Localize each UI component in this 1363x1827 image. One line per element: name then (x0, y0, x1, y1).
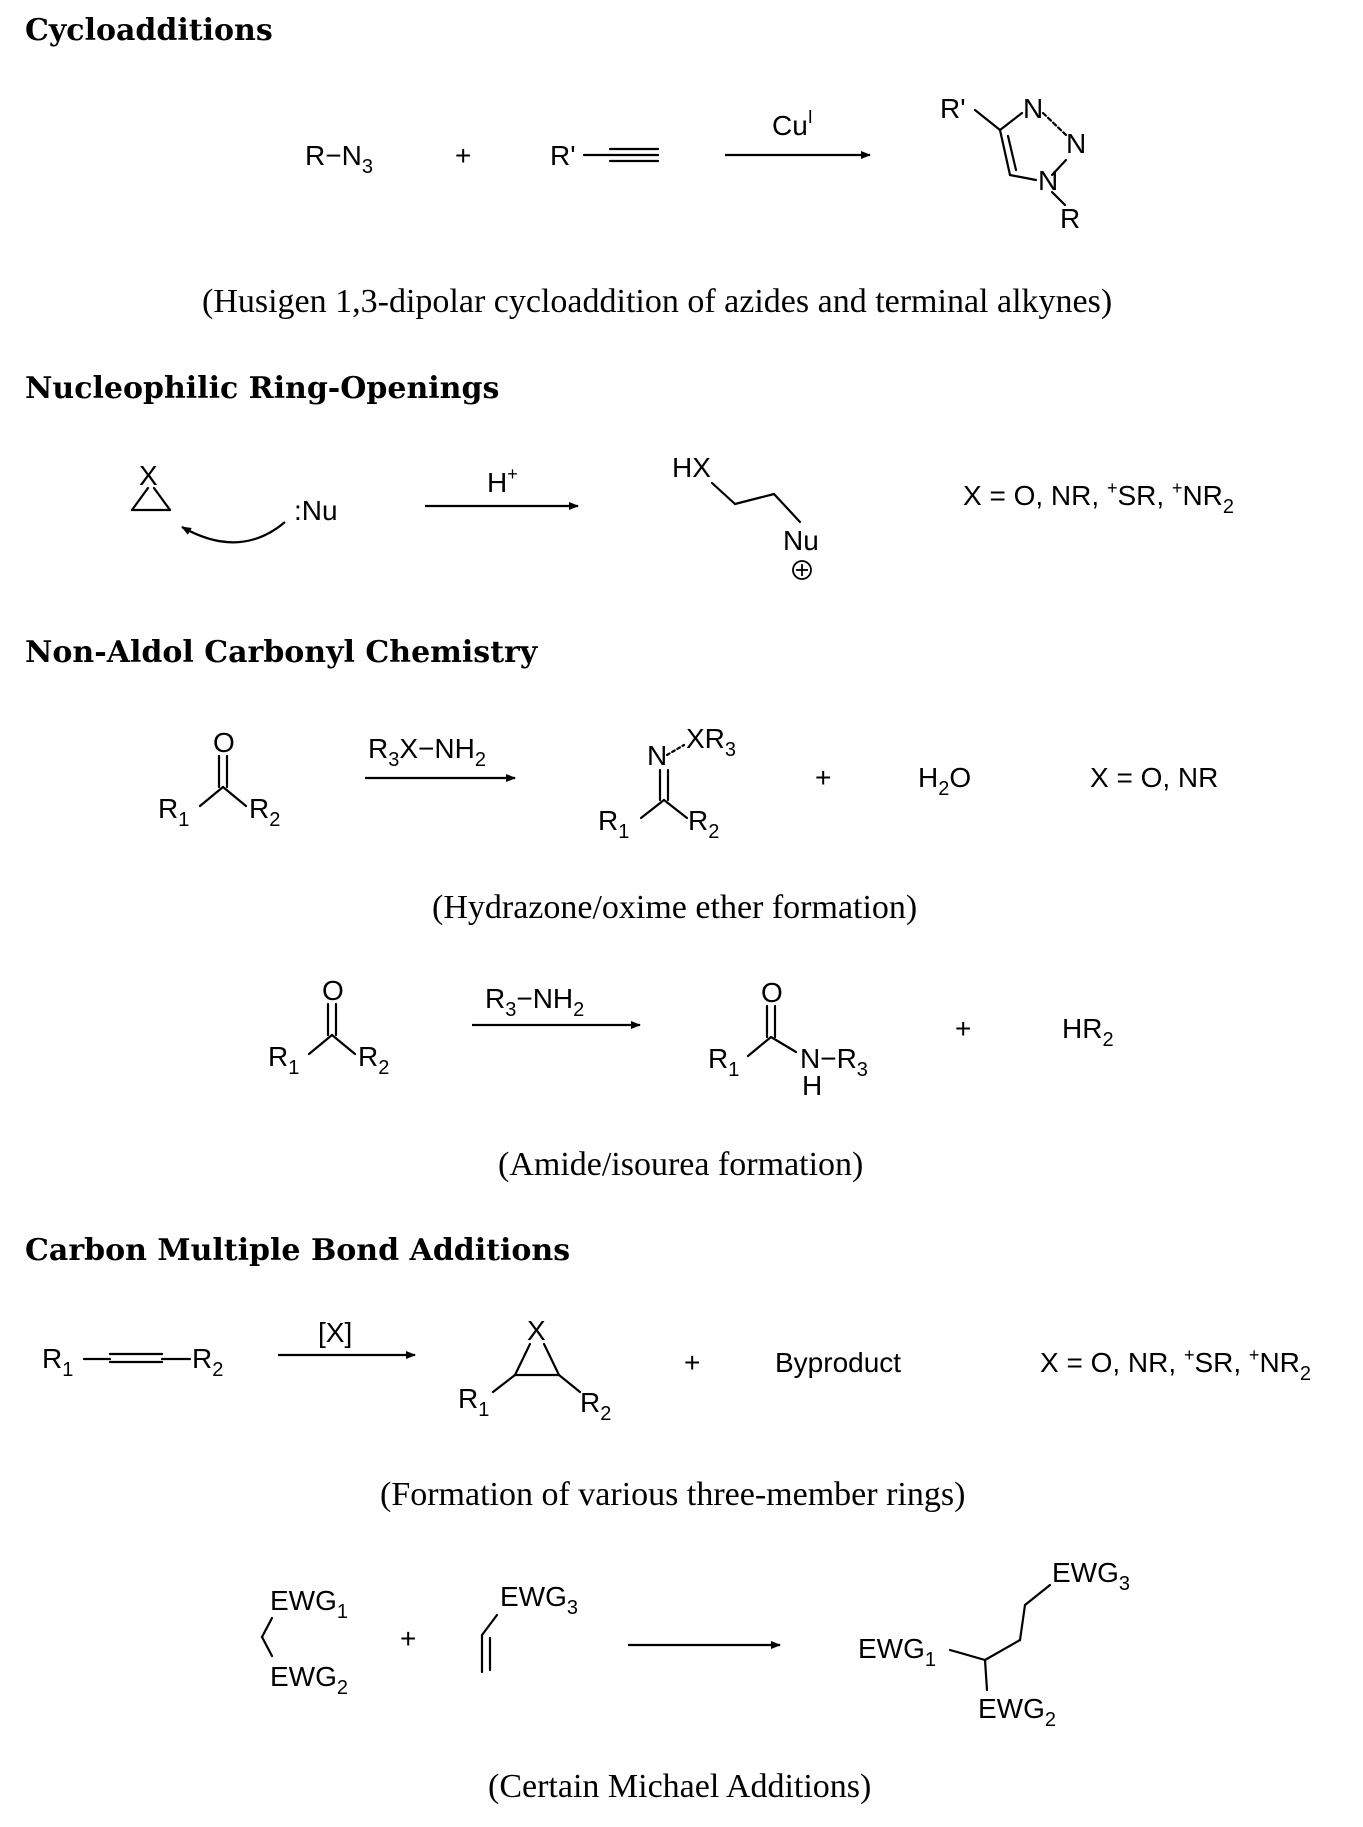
svg-text:R3−NH2: $R_3-NH_2$ (485, 983, 585, 1021)
svg-text:HX: HX (672, 452, 711, 483)
svg-text:CuI: $Cu^I$ (772, 107, 813, 141)
x-definition-ring-opening: X = O, NR, +SR, $^+NR_2$ (963, 478, 1235, 518)
svg-text:R1: $R_1$ (268, 1041, 300, 1079)
triazole-product (940, 93, 1086, 234)
svg-text:N: N (1038, 165, 1059, 196)
svg-text:R−N3: $R-N_3$ (305, 140, 373, 178)
svg-text:R': R' (550, 140, 576, 171)
reaction-arrow (725, 107, 870, 155)
svg-text:XR3: $XR_3$ (686, 723, 737, 761)
svg-text:R1: $R_1$ (42, 1343, 74, 1381)
caption-hydrazone: (Hydrazone/oxime ether formation) (432, 889, 918, 926)
svg-text:EWG2: $EWG_2$ (978, 1693, 1057, 1731)
michael-donor (262, 1585, 348, 1699)
svg-text:EWG3: $EWG_3$ (500, 1581, 579, 1619)
plus-sign: + (400, 1623, 417, 1654)
alkyne-reactant (550, 140, 658, 171)
svg-text:N: N (1023, 93, 1044, 124)
reaction-arrow (278, 1317, 415, 1355)
azide-reactant (305, 140, 373, 178)
hydrazone-product (598, 723, 736, 843)
svg-text:EWG1: $EWG_1$ (270, 1585, 349, 1623)
alkene-reactant (42, 1343, 223, 1381)
section-title-multiple-bond: Carbon Multiple Bond Additions (25, 1233, 571, 1268)
svg-text:R': R' (940, 93, 966, 124)
svg-text:R1: $R_1$ (708, 1043, 740, 1081)
svg-text:[X]: [X] (318, 1317, 353, 1348)
plus-sign: + (455, 140, 472, 171)
carbonyl-reactant-2 (268, 975, 389, 1079)
caption-huisgen: (Husigen 1,3-dipolar cycloaddition of azides and terminal alkynes) (202, 283, 1113, 320)
epoxide-reactant (132, 460, 170, 510)
hr2-byproduct: $HR_2$ (1062, 1013, 1114, 1051)
michael-acceptor (482, 1581, 578, 1672)
reaction-arrow (365, 733, 515, 778)
svg-text:EWG1: $EWG_1$ (858, 1633, 937, 1671)
svg-text:R1: $R_1$ (458, 1383, 490, 1421)
caption-michael: (Certain Michael Additions) (488, 1768, 872, 1805)
svg-text:R1: $R_1$ (598, 805, 630, 843)
nucleophile: :Nu (294, 495, 338, 526)
water-byproduct: $H_2O$ (918, 762, 972, 800)
ring-opened-product (672, 452, 819, 579)
svg-text:R2: $R_2$ (688, 805, 720, 843)
svg-text:X: X (139, 460, 158, 491)
svg-text:R2: $R_2$ (580, 1387, 612, 1425)
svg-text:H: H (802, 1070, 823, 1101)
svg-text:O: O (322, 975, 344, 1006)
plus-sign: + (955, 1013, 972, 1044)
x-definition-three-ring: X = O, NR, +SR, $^+NR_2$ (1040, 1345, 1312, 1385)
svg-text:X: X (527, 1315, 546, 1346)
section-title-cycloadditions: Cycloadditions (25, 13, 273, 48)
svg-text:H+: H+ (487, 464, 518, 498)
caption-three-ring: (Formation of various three-member rings) (380, 1476, 966, 1513)
carbonyl-reactant (158, 727, 280, 831)
svg-text:R1: $R_1$ (158, 793, 190, 831)
svg-text:R2: $R_2$ (358, 1041, 390, 1079)
svg-text:EWG2: $EWG_2$ (270, 1661, 349, 1699)
svg-text:O: O (213, 727, 235, 758)
plus-sign: + (684, 1347, 701, 1378)
svg-text:N−R3: $N-R_3$ (800, 1043, 868, 1081)
three-ring-product (458, 1315, 611, 1425)
section-title-non-aldol: Non-Aldol Carbonyl Chemistry (25, 635, 538, 670)
michael-product (858, 1557, 1130, 1731)
svg-text:R2: $R_2$ (192, 1343, 224, 1381)
plus-sign: + (815, 762, 832, 793)
section-title-ring-openings: Nucleophilic Ring-Openings (25, 371, 500, 406)
svg-text:R2: $R_2$ (249, 793, 281, 831)
nucleophile-attack-arrow (182, 522, 285, 542)
byproduct-label: Byproduct (775, 1347, 902, 1378)
reaction-arrow (425, 464, 578, 506)
reaction-arrow (472, 983, 640, 1025)
svg-text:O: O (761, 977, 783, 1008)
svg-text:N: N (1066, 128, 1087, 159)
caption-amide: (Amide/isourea formation) (498, 1146, 864, 1183)
amide-product (708, 977, 868, 1101)
svg-text:EWG3: $EWG_3$ (1052, 1557, 1131, 1595)
svg-text:R3X−NH2: $R_3X-NH_2$ (368, 733, 486, 771)
svg-text:Nu: Nu (783, 525, 819, 556)
svg-text:N: N (647, 740, 668, 771)
svg-text:R: R (1060, 203, 1081, 234)
x-definition-carbonyl: X = O, NR (1090, 762, 1219, 793)
